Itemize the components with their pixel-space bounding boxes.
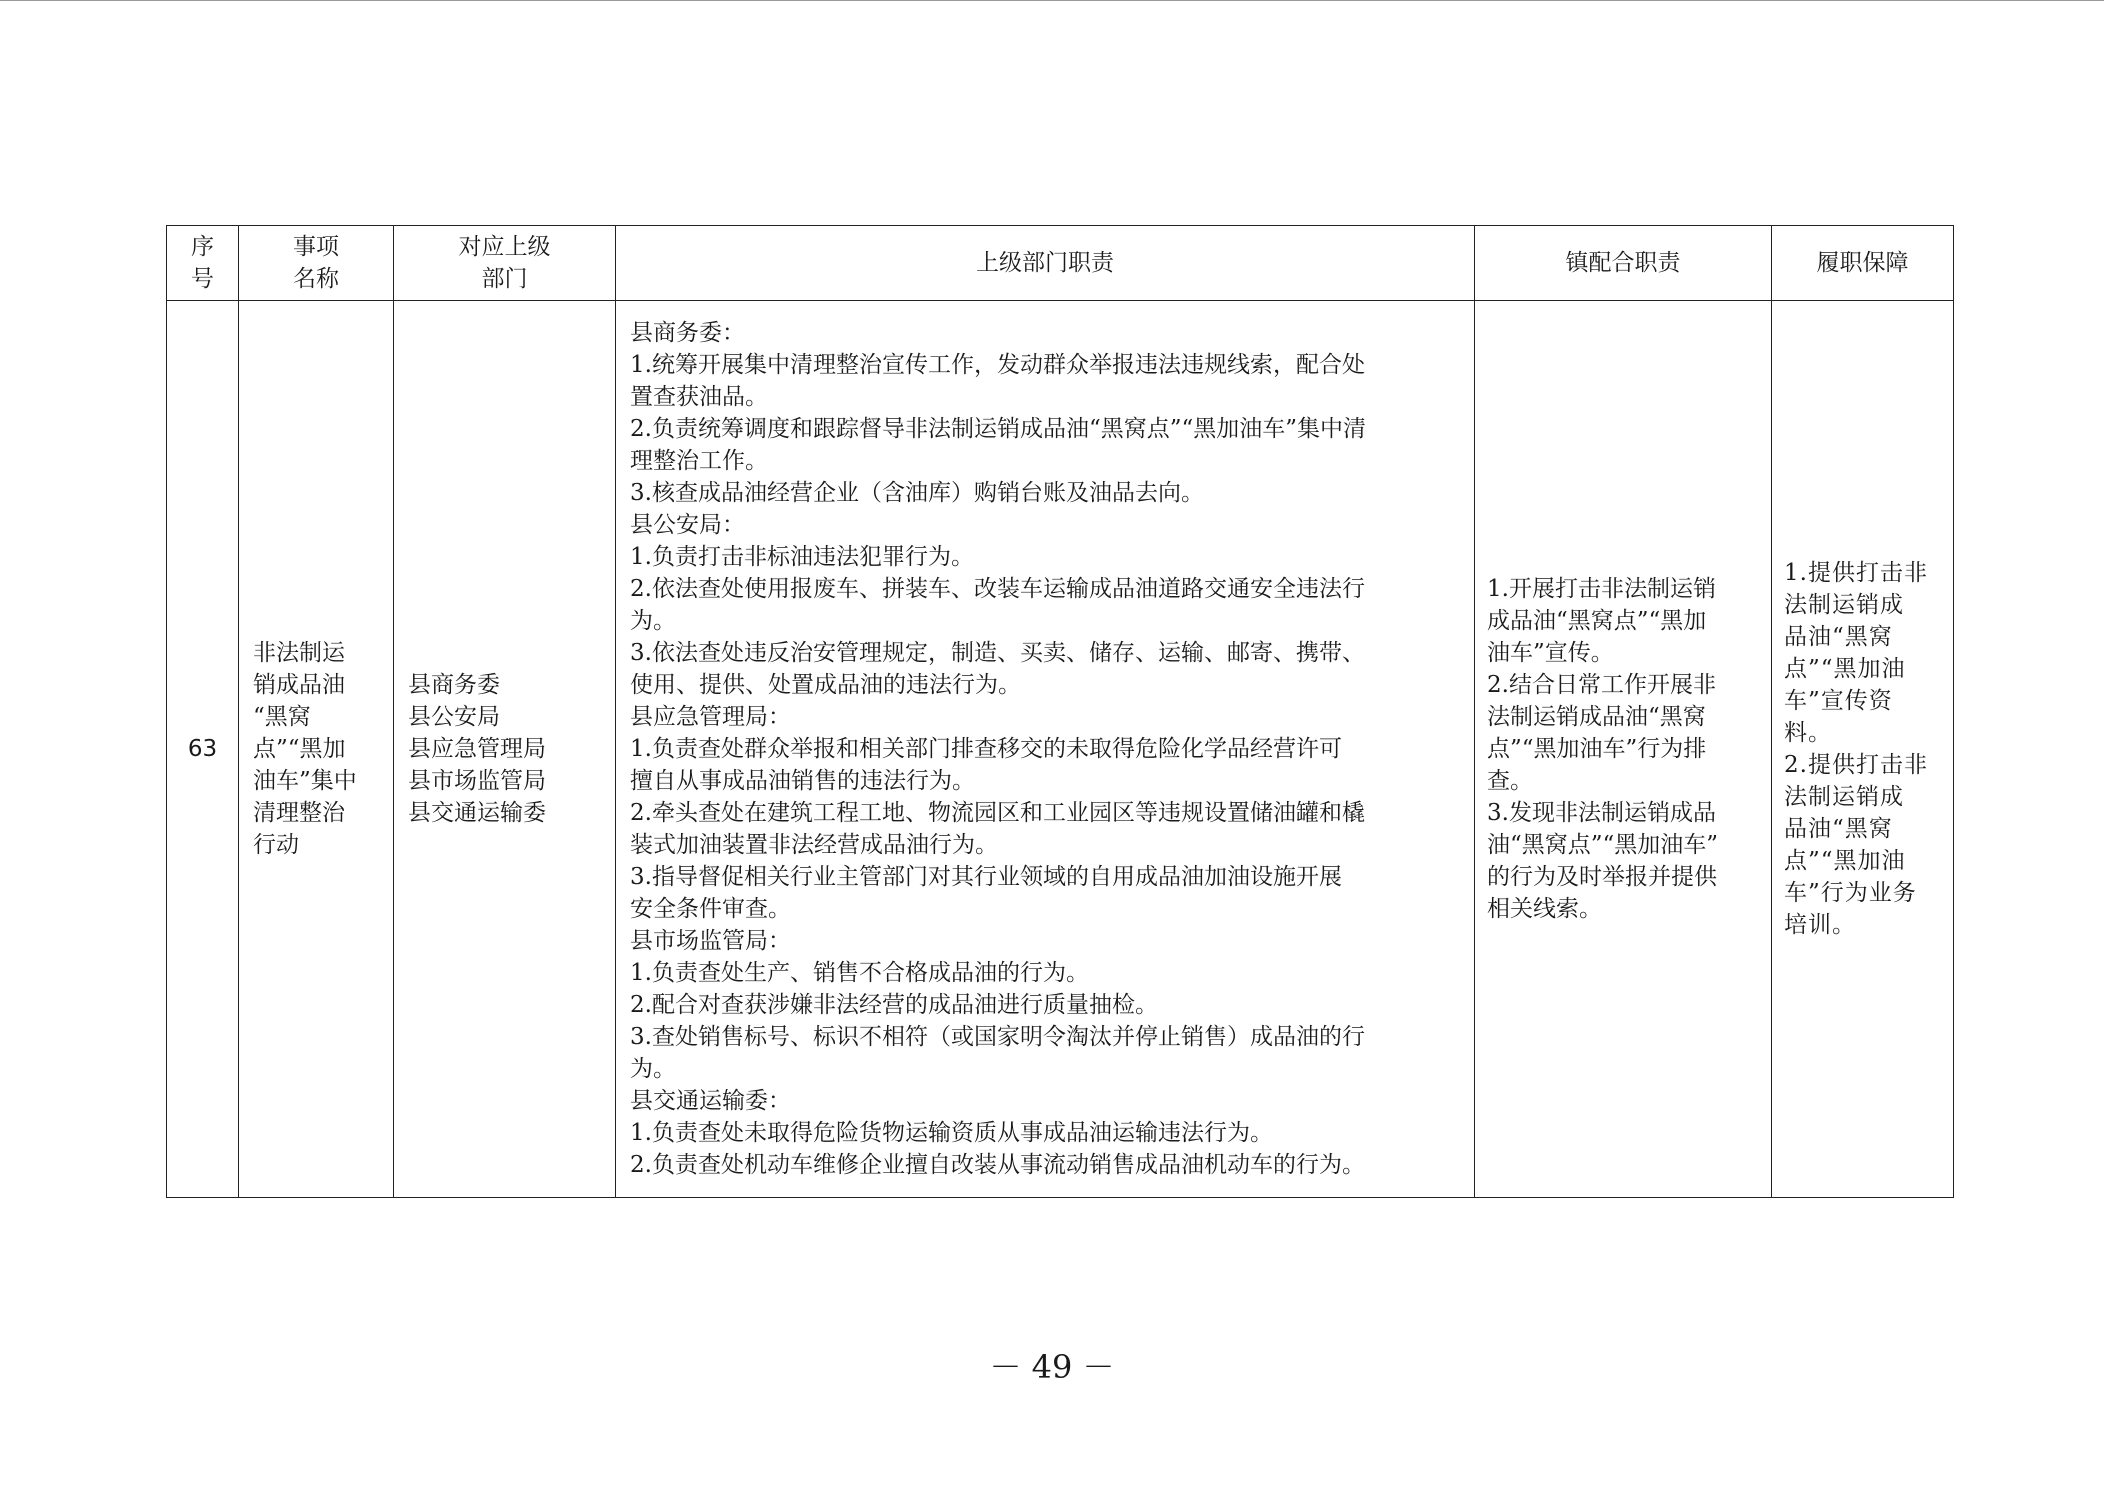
header-superior-duties: 上级部门职责 bbox=[616, 226, 1475, 301]
table-row bbox=[167, 301, 1954, 1198]
header-item-name: 事项 名称 bbox=[239, 226, 394, 301]
row-town-duties: 1.开展打击非法制运销 成品油“黑窝点”“黑加 油车”宣传。 2.结合日常工作开展非 法制运销成品油“黑窝 点”“黑加油车”行为排 查。 3.发现非法制运销成品 油“黑窝点”“黑加油车” 的行为及时举报并提供 相关线索。 bbox=[1475, 301, 1772, 1198]
row-seq: 63 bbox=[167, 301, 239, 1198]
header-superior-department: 对应上级 部门 bbox=[394, 226, 616, 301]
row-departments bbox=[394, 301, 616, 1198]
page-top-rule bbox=[0, 0, 2104, 1]
department-item: 县交通运输委 bbox=[408, 800, 546, 826]
department-item: 县市场监管局 bbox=[408, 768, 546, 794]
row-superior-duties: 县商务委： 1.统筹开展集中清理整治宣传工作，发动群众举报违法违规线索，配合处 置查获油品。 2.负责统筹调度和跟踪督导非法制运销成品油“黑窝点”“黑加油车”集中清 理整治工作。 3.核查成品油经营企业（含油库）购销台账及油品去向。 县公安局： 1.负责打击非标油违法犯罪行为。 2.依法查处使用报废车、拼装车、改装车运输成品油道路交通安全违法行 为。 3.依法查处违反治安管理规定，制造、买卖、储存、运输、邮寄、携带、 使用、提供、处置成品油的违法行为。 县应急管理局： 1.负责查处群众举报和相关部门排查移交的未取得危险化学品经营许可 擅自从事成品油销售的违法行为。 2.牵头查处在建筑工程工地、物流园区和工业园区等违规设置储油罐和橇 装式加油装置非法经营成品油行为。 3.指导督促相关行业主管部门对其行业领域的自用成品油加油设施开展 安全条件审查。 县市场监管局： 1.负责查处生产、销售不合格成品油的行为。 2.配合对查获涉嫌非法经营的成品油进行质量抽检。 3.查处销售标号、标识不相符（或国家明令淘汰并停止销售）成品油的行 为。 县交通运输委： 1.负责查处未取得危险货物运输资质从事成品油运输违法行为。 2.负责查处机动车维修企业擅自改装从事流动销售成品油机动车的行为。 bbox=[616, 301, 1475, 1198]
header-town-duties: 镇配合职责 bbox=[1475, 226, 1772, 301]
duty-table bbox=[166, 225, 1954, 1198]
department-item: 县公安局 bbox=[408, 704, 500, 730]
header-guarantee: 履职保障 bbox=[1772, 226, 1954, 301]
header-seq: 序 号 bbox=[167, 226, 239, 301]
row-item-name: 非法制运 销成品油 “黑窝 点”“黑加 油车”集中 清理整治 行动 bbox=[239, 301, 394, 1198]
row-guarantee: 1.提供打击非 法制运销成 品油“黑窝 点”“黑加油 车”宣传资 料。 2.提供打击非 法制运销成 品油“黑窝 点”“黑加油 车”行为业务 培训。 bbox=[1772, 301, 1954, 1198]
page-number: － 49 － bbox=[989, 1348, 1115, 1386]
department-item: 县应急管理局 bbox=[408, 736, 546, 762]
table-header-row bbox=[167, 226, 1954, 301]
department-item: 县商务委 bbox=[408, 672, 500, 698]
